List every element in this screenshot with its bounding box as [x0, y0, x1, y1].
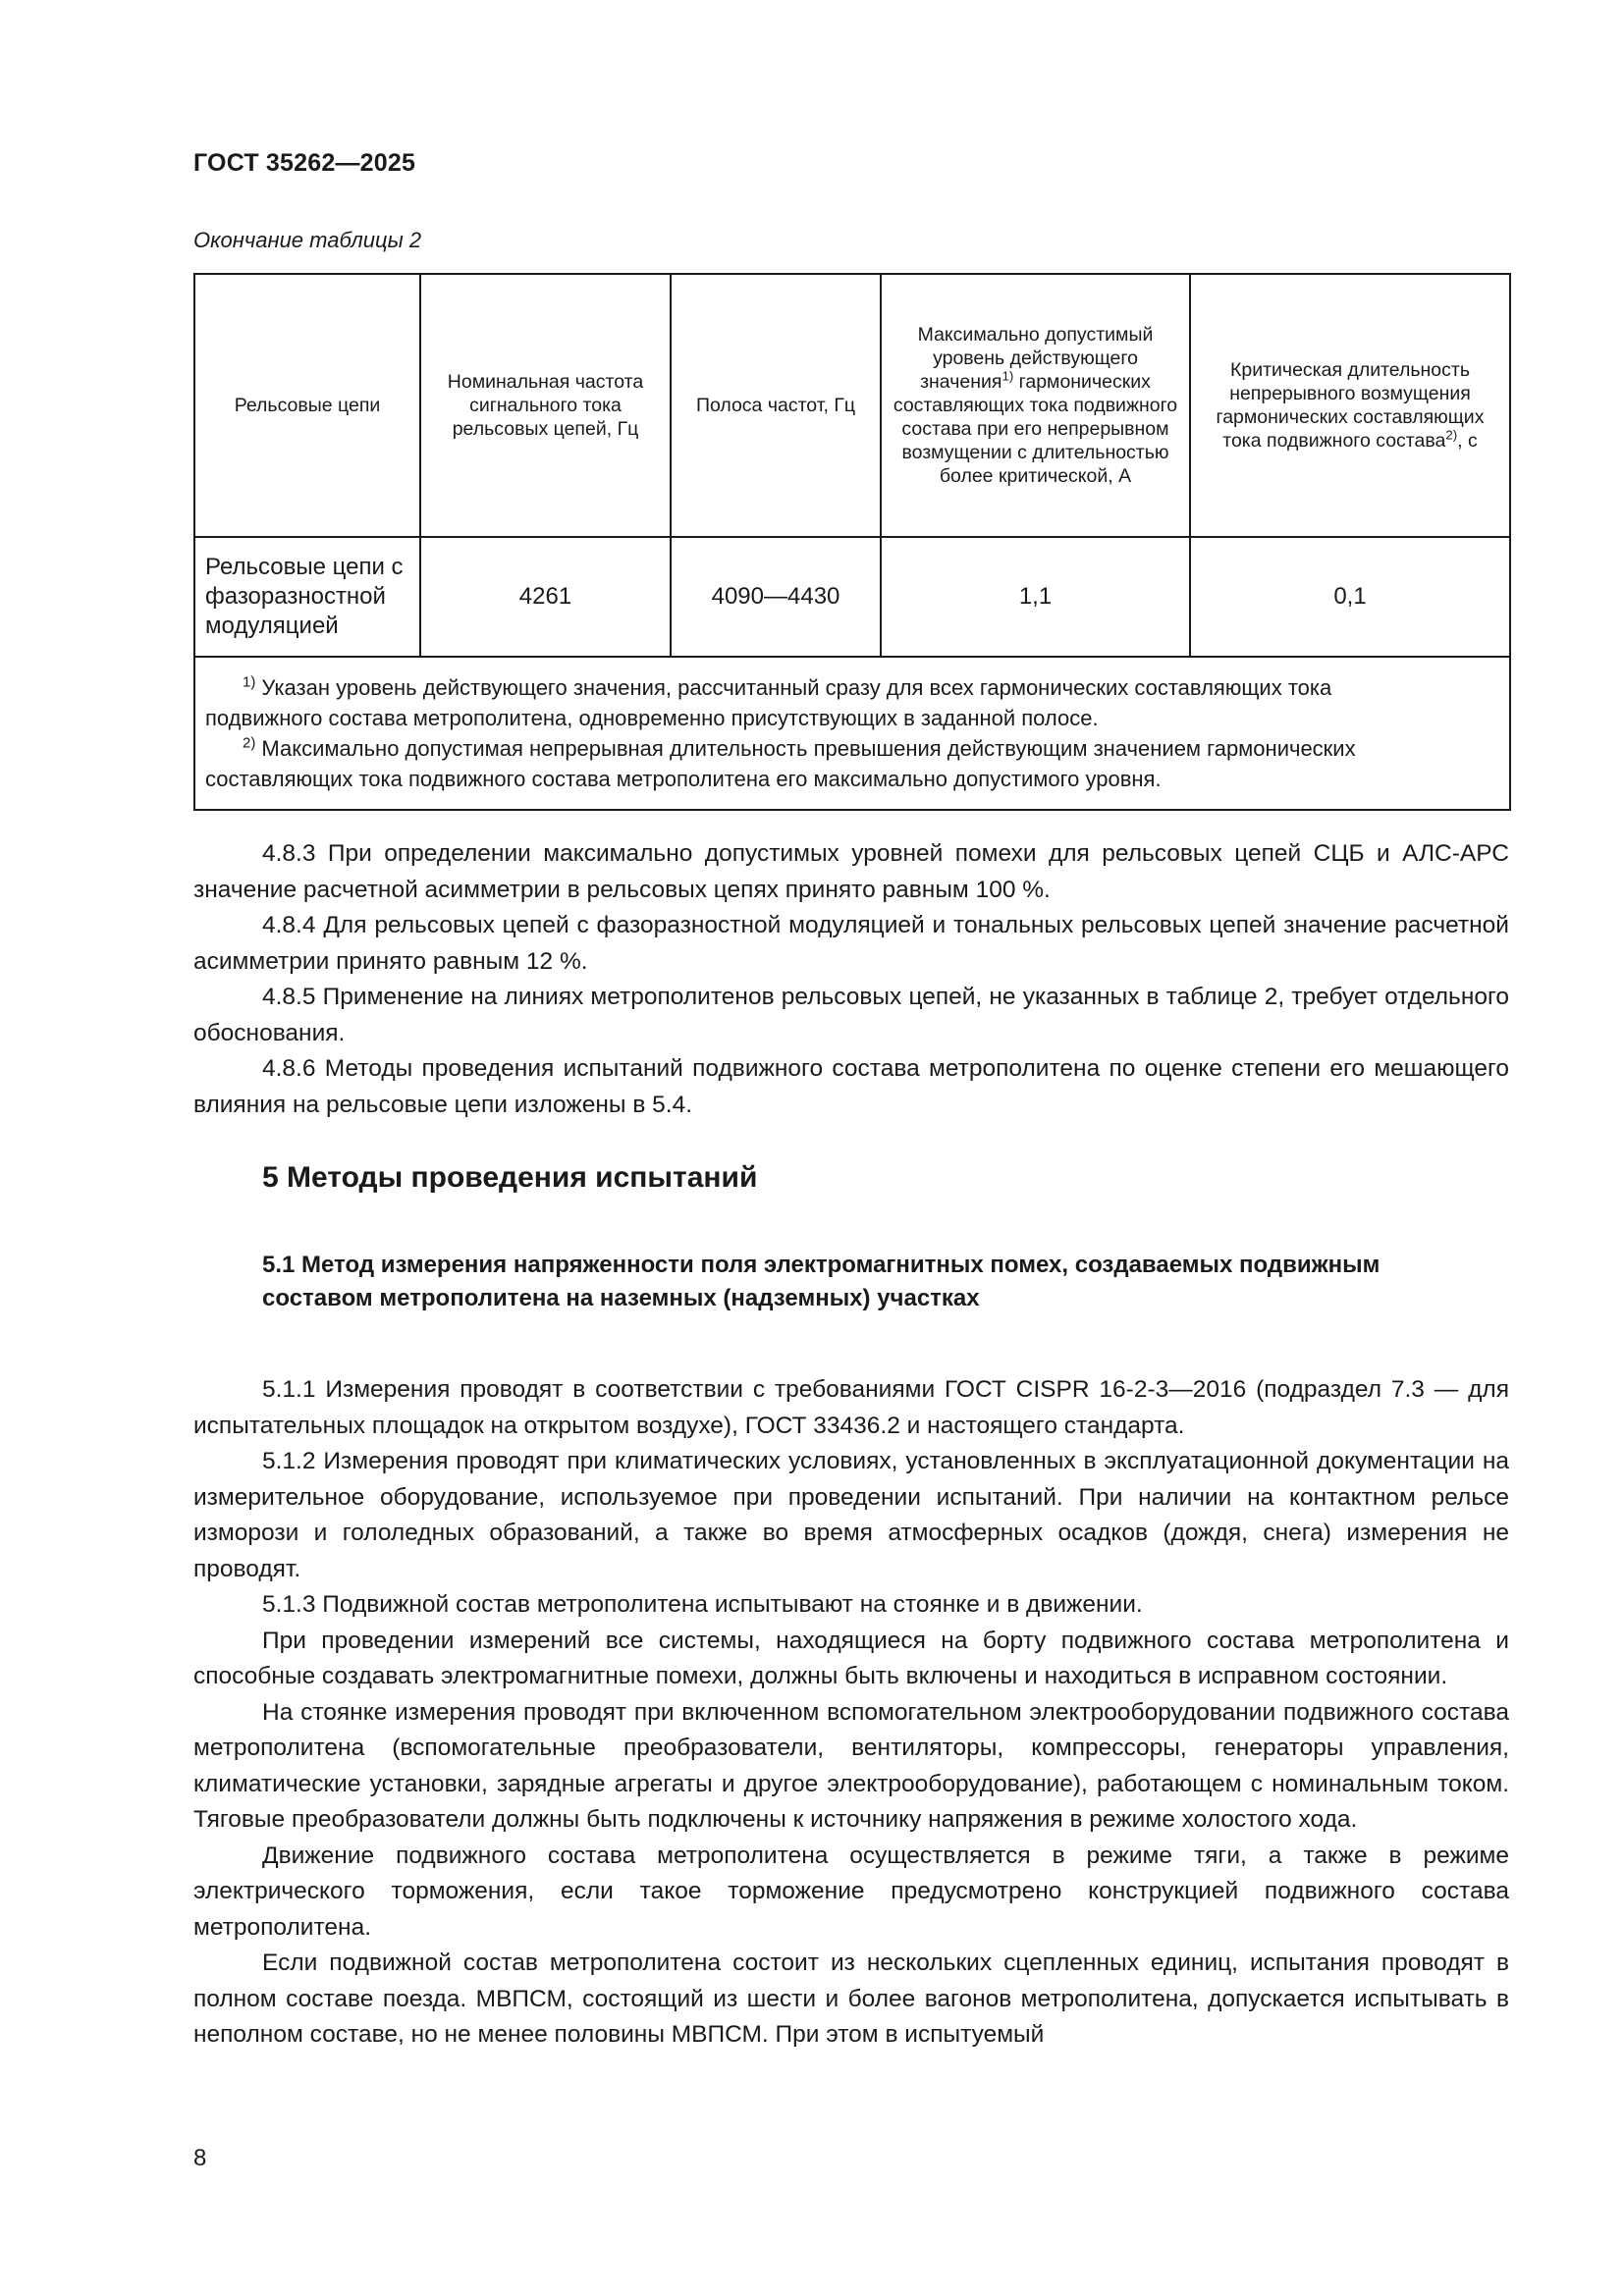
cell-band: 4090—4430: [671, 537, 881, 657]
note-1-marker: 1): [243, 673, 256, 691]
cell-frequency: 4261: [420, 537, 671, 657]
paragraph-5-1-3: 5.1.3 Подвижной состав метрополитена испытывают на стоянке и в движении.: [262, 1591, 1143, 1618]
header-critical-duration: [1190, 274, 1510, 537]
paragraph-4-8-5: 4.8.5 Применение на линиях метрополитенов рельсовых цепей, не указанных в таблице 2, требует отдельного обоснования.: [193, 984, 1509, 1046]
table-caption: Окончание таблицы 2: [193, 228, 422, 252]
header-max-level-text: Максимально допустимый уровень действующего значения: [917, 324, 1154, 393]
note-1-text-a: Указан уровень действующего значения, рассчитанный сразу для всех гармонических составляющих тока: [255, 675, 1332, 700]
note-2-line-2: составляющих тока подвижного состава метрополитена его максимально допустимого уровня.: [205, 767, 1162, 791]
header-rail-circuits: Рельсовые цепи: [194, 274, 420, 537]
cell-rail-circuit-name: Рельсовые цепи с фазоразностной модуляцией: [194, 537, 420, 657]
header-critical-duration-unit: , с: [1457, 430, 1478, 452]
footnote-ref-1: 1): [1001, 368, 1014, 384]
table-header-row: [194, 274, 1510, 537]
paragraph-4-8-6: 4.8.6 Методы проведения испытаний подвижного состава метрополитена по оценке степени его мешающего влияния на рельсовые цепи изложены в 5.4.: [193, 1055, 1509, 1118]
rail-circuit-table: [193, 273, 1511, 811]
cell-critical-duration: 0,1: [1190, 537, 1510, 657]
note-2-marker: 2): [243, 734, 256, 752]
table-notes: [194, 657, 1510, 810]
document-code: ГОСТ 35262—2025: [193, 149, 416, 177]
subsection-heading: 5.1 Метод измерения напряженности поля электромагнитных помех, создаваемых подвижным составом метрополитена на наземных (надземных) участках: [262, 1252, 1380, 1311]
paragraph-4-8-3: 4.8.3 При определении максимально допустимых уровней помехи для рельсовых цепей СЦБ и АЛС-АРС значение расчетной асимметрии в рельсовых цепях принято равным 100 %.: [193, 840, 1509, 903]
header-frequency-band: Полоса частот, Гц: [671, 274, 881, 537]
cell-max-level: 1,1: [881, 537, 1190, 657]
paragraph-motion-tests: Движение подвижного состава метрополитена осуществляется в режиме тяги, а также в режиме электрического торможения, если такое торможение предусмотрено конструкцией подвижного состава метрополитена.: [193, 1842, 1509, 1941]
note-2-line-1: [205, 733, 1499, 764]
table-row: [194, 537, 1510, 657]
footnote-ref-2: 2): [1445, 427, 1458, 443]
header-critical-duration-text: Критическая длительность непрерывного возмущения гармонических составляющих тока подвижного состава: [1216, 359, 1485, 452]
section-heading: 5 Методы проведения испытаний: [262, 1161, 758, 1194]
paragraph-systems-on: При проведении измерений все системы, находящиеся на борту подвижного состава метрополитена и способные создавать электромагнитные помехи, должны быть включены и находиться в исправном состоянии.: [193, 1627, 1509, 1689]
note-2-text-a: Максимально допустимая непрерывная длительность превышения действующим значением гармонических: [255, 736, 1356, 761]
header-nominal-frequency: Номинальная частота сигнального тока рельсовых цепей, Гц: [420, 274, 671, 537]
paragraph-parking-tests: На стоянке измерения проводят при включенном вспомогательном электрооборудовании подвижного состава метрополитена (вспомогательные преобразователи, вентиляторы, компрессоры, генераторы управления, климатические установки, зарядные агрегаты и другое электрооборудование), работающем с номинальным током. Тяговые преобразователи должны быть подключены к источнику напряжения в режиме холостого хода.: [193, 1698, 1509, 1833]
paragraph-5-1-2: 5.1.2 Измерения проводят при климатических условиях, установленных в эксплуатационной документации на измерительное оборудование, используемое при проведении испытаний. При наличии на контактном рельсе изморози и гололедных образований, а также во время атмосферных осадков (дождя, снега) измерения не проводят.: [193, 1448, 1509, 1582]
paragraph-coupled-units: Если подвижной состав метрополитена состоит из нескольких сцепленных единиц, испытания проводят в полном составе поезда. МВПСМ, состоящий из шести и более вагонов метрополитена, допускается испытывать в неполном составе, но не менее половины МВПСМ. При этом в испытуемый: [193, 1949, 1509, 2048]
note-1-line-1: [205, 672, 1499, 703]
paragraphs-4-8: [193, 836, 1509, 1123]
header-max-level: [881, 274, 1190, 537]
page-number: 8: [193, 2145, 207, 2171]
header-max-level-text-end: гармонических составляющих тока подвижного состава при его непрерывном возмущении с длительностью более критической, А: [893, 371, 1178, 487]
paragraph-4-8-4: 4.8.4 Для рельсовых цепей с фазоразностной модуляцией и тональных рельсовых цепей значение расчетной асимметрии принято равным 12 %.: [193, 912, 1509, 975]
note-1-line-2: подвижного состава метрополитена, одновременно присутствующих в заданной полосе.: [205, 706, 1099, 730]
table-notes-row: [194, 657, 1510, 810]
paragraphs-5-1: [193, 1372, 1509, 2054]
paragraph-5-1-1: 5.1.1 Измерения проводят в соответствии с требованиями ГОСТ CISPR 16-2-3—2016 (подраздел 7.3 — для испытательных площадок на открытом воздухе), ГОСТ 33436.2 и настоящего стандарта.: [193, 1376, 1509, 1439]
